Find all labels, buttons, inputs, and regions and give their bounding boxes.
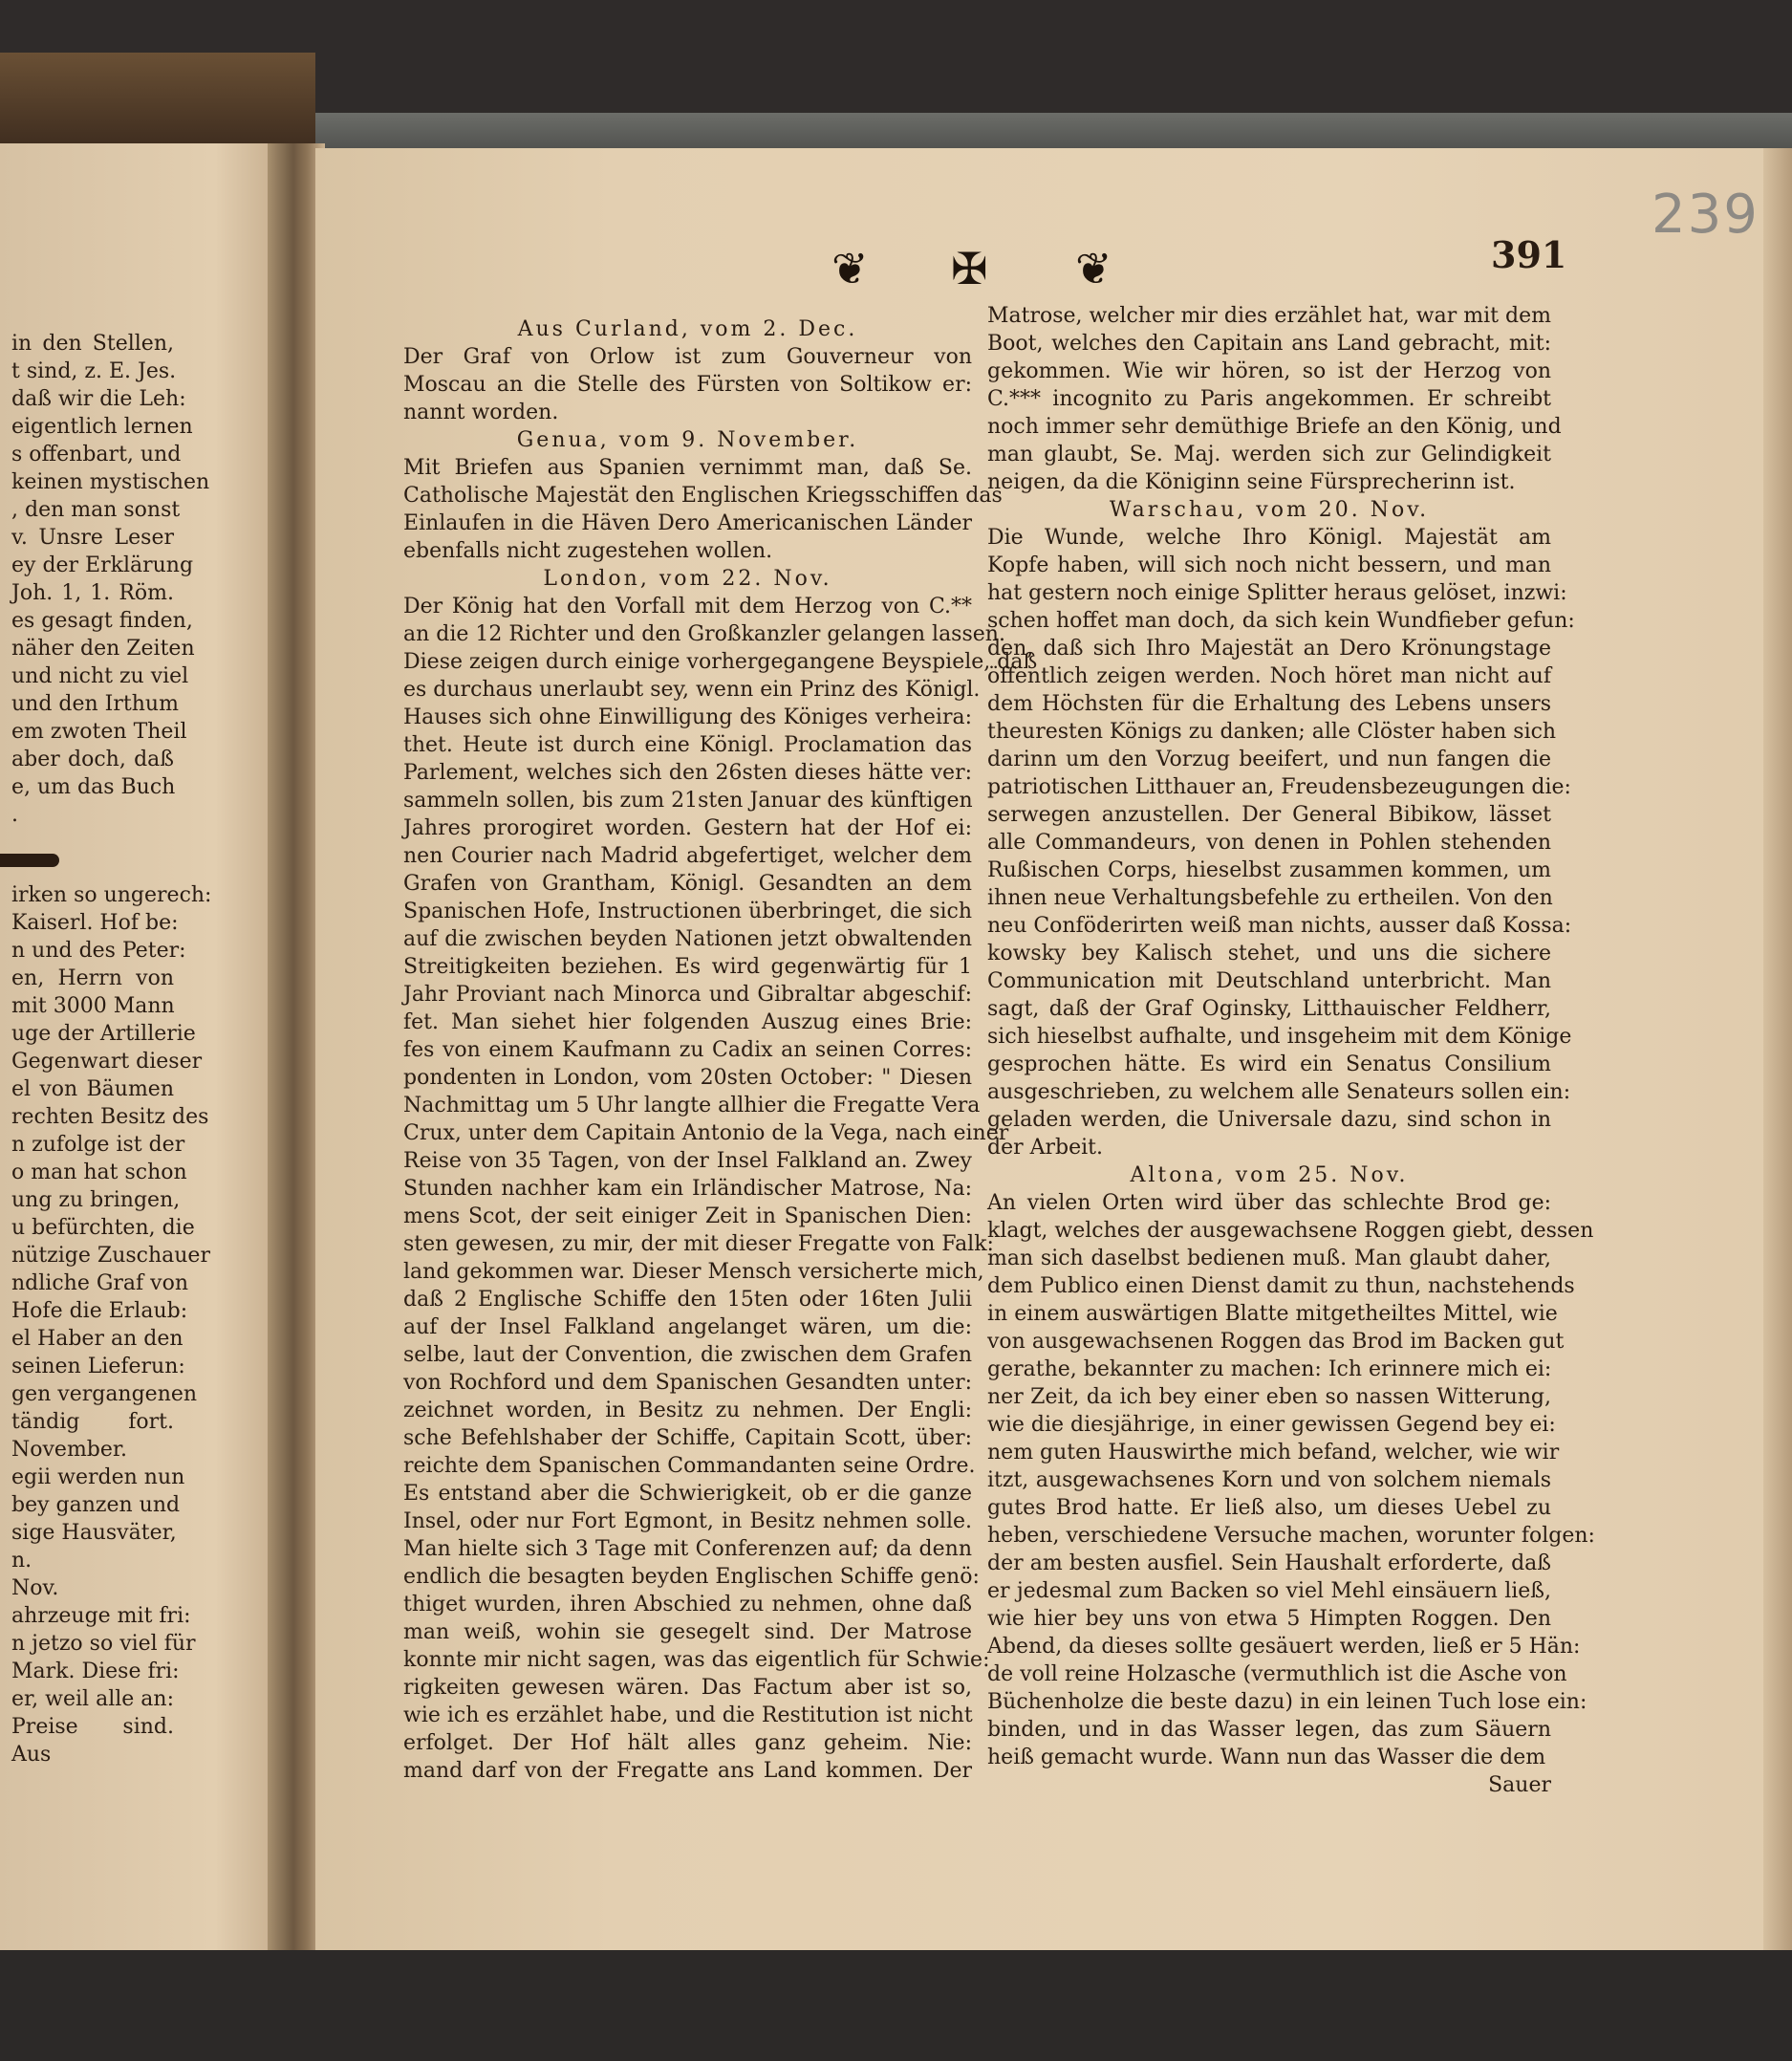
text-line: von Rochford und dem Spanischen Gesandten unter: [403, 1371, 972, 1395]
left-page-text-bottom [11, 881, 212, 1768]
text-line: wie die diesjährige, in einer gewissen Gegend bey ei: [987, 1413, 1556, 1437]
text-line: es durchaus unerlaubt sey, wenn ein Prinz des Königl. [403, 678, 981, 702]
scanner-background-bottom [0, 1950, 1792, 2061]
article-heading: London, vom 22. Nov. [543, 567, 832, 591]
text-line: dem Publico einen Dienst damit zu thun, nachstehends [987, 1274, 1575, 1298]
text-line: heben, verschiedene Versuche machen, worunter folgen: [987, 1524, 1595, 1548]
text-line: ey der Erklärung [11, 553, 194, 577]
text-line: nützige Zuschauer [11, 1244, 210, 1268]
text-line: neigen, da die Königinn seine Fürsprecherinn ist. [987, 470, 1516, 494]
text-line: . [11, 803, 18, 827]
article-heading: Altona, vom 25. Nov. [1130, 1163, 1409, 1187]
text-line: Aus [11, 1743, 52, 1767]
text-line: s offenbart, und [11, 443, 182, 466]
text-line: öffentlich zeigen werden. Noch höret man nicht auf [987, 664, 1551, 688]
text-line: auf die zwischen beyden Nationen jetzt obwaltenden [403, 927, 972, 951]
text-line: schen hoffet man doch, da sich kein Wundfieber gefun: [987, 609, 1575, 633]
text-line: Boot, welches den Capitain ans Land gebracht, mit: [987, 332, 1551, 356]
text-line: uge der Artillerie [11, 1022, 196, 1046]
text-line: Grafen von Grantham, Königl. Gesandten an dem [403, 872, 972, 896]
text-line: endlich die besagten beyden Englischen Schiffe genö: [403, 1565, 980, 1589]
text-line: heiß gemacht wurde. Wann nun das Wasser die dem [987, 1746, 1546, 1769]
text-line: keinen mystischen [11, 470, 210, 494]
text-line: Moscau an die Stelle des Fürsten von Soltikow er: [403, 373, 972, 397]
text-line: u befürchten, die [11, 1216, 195, 1240]
section-rule [0, 854, 59, 867]
text-line: Büchenholze die beste dazu) in ein leinen Tuch lose ein: [987, 1690, 1587, 1714]
text-line: itzt, ausgewachsenes Korn und von solchem niemals [987, 1468, 1551, 1492]
text-line: Mit Briefen aus Spanien vernimmt man, daß Se. [403, 456, 972, 480]
text-line: rigkeiten gewesen wären. Das Factum aber ist so, [403, 1676, 972, 1700]
text-line: an die 12 Richter und den Großkanzler gelangen lassen. [403, 622, 1005, 646]
text-line: Diese zeigen durch einige vorhergegangene Beyspiele, daß [403, 650, 1038, 674]
text-line: Crux, unter dem Capitain Antonio de la Vega, nach einer [403, 1121, 1009, 1145]
text-line: ihnen neue Verhaltungsbefehle zu ertheilen. Von den [987, 886, 1553, 910]
text-line: erfolget. Der Hof hält alles ganz geheim. Nie: [403, 1731, 972, 1755]
text-line: Reise von 35 Tagen, von der Insel Falkland an. Zwey [403, 1149, 972, 1173]
text-line: irken so ungerech: [11, 883, 212, 907]
text-line: Parlement, welches sich den 26sten dieses hätte ver: [403, 761, 972, 785]
text-line: pondenten in London, vom 20sten October: " Diesen [403, 1066, 972, 1090]
text-line: Spanischen Hofe, Instructionen überbringet, die sich [403, 900, 972, 923]
text-line: mand darf von der Fregatte ans Land kommen. Der [403, 1759, 972, 1783]
text-line: Hauses sich ohne Einwilligung des Königes verheira: [403, 705, 972, 729]
text-line: Rußischen Corps, hieselbst zusammen kommen, um [987, 858, 1551, 882]
text-line: er, weil alle an: [11, 1687, 174, 1711]
text-line: reichte dem Spanischen Commandanten seine Ordre. [403, 1454, 976, 1478]
text-line: der am besten ausfiel. Sein Haushalt erforderte, daß [987, 1551, 1551, 1575]
text-line: konnte mir nicht sagen, was das eigentlich für Schwie: [403, 1648, 990, 1672]
text-line: theuresten Königs zu danken; alle Clöster haben sich [987, 720, 1557, 744]
text-line: geladen werden, die Universale dazu, sind schon in [987, 1108, 1551, 1132]
article-heading: Warschau, vom 20. Nov. [1109, 498, 1430, 522]
text-line: mens Scot, der seit einiger Zeit in Spanischen Dien: [403, 1204, 972, 1228]
text-line: thiget wurden, ihren Abschied zu nehmen, ohne daß [403, 1593, 972, 1616]
text-line: Kaiserl. Hof be: [11, 911, 179, 935]
text-line: em zwoten Theil [11, 720, 187, 744]
text-line: hat gestern noch einige Splitter heraus gelöset, inzwi: [987, 581, 1567, 605]
text-line: gerathe, bekannter zu machen: Ich erinnere mich ei: [987, 1357, 1552, 1381]
text-line: ausgeschrieben, zu welchem alle Senateurs sollen ein: [987, 1080, 1571, 1104]
text-line: eigentlich lernen [11, 415, 193, 439]
text-line: gesprochen hätte. Es wird ein Senatus Consilium [987, 1052, 1551, 1076]
text-line: Man hielte sich 3 Tage mit Conferenzen auf; da denn [403, 1537, 972, 1561]
ornament-right-icon: ❦ [1075, 243, 1112, 294]
text-line: aber doch, daß [11, 748, 174, 771]
text-line: Gegenwart dieser [11, 1050, 203, 1074]
text-line: neu Conföderirten weiß man nichts, ausser daß Kossa: [987, 914, 1572, 938]
text-line: Matrose, welcher mir dies erzählet hat, war mit dem [987, 304, 1551, 328]
middle-column-text [403, 315, 1038, 1785]
text-line: o man hat schon [11, 1161, 187, 1184]
text-line: Joh. 1, 1. Röm. [11, 581, 174, 605]
text-line: Nachmittag um 5 Uhr langte allhier die Fregatte Vera [403, 1094, 981, 1117]
text-line: binden, und in das Wasser legen, das zum Säuern [987, 1718, 1551, 1742]
text-line: daß 2 Englische Schiffe den 15ten oder 16ten Julii [403, 1288, 972, 1312]
text-line: n jetzo so viel für [11, 1632, 196, 1656]
text-line: man glaubt, Se. Maj. werden sich zur Gelindigkeit [987, 443, 1551, 466]
text-line: von ausgewachsenen Roggen das Brod im Backen gut [987, 1330, 1565, 1354]
text-line: , den man sonst [11, 498, 181, 522]
text-line: ebenfalls nicht zugestehen wollen. [403, 539, 773, 563]
text-line: sche Befehlshaber der Schiffe, Capitain Scott, über: [403, 1426, 972, 1450]
text-line: v. Unsre Leser [11, 526, 174, 550]
text-line: fet. Man siehet hier folgenden Auszug eines Brie: [403, 1010, 972, 1034]
text-line: nannt worden. [403, 401, 559, 424]
book-cover-edge [0, 53, 315, 153]
text-line: darinn um den Vorzug beeifert, und nun fangen die [987, 748, 1551, 771]
text-line: Hofe die Erlaub: [11, 1299, 188, 1323]
text-line: noch immer sehr demüthige Briefe an den König, und [987, 415, 1562, 439]
text-line: Insel, oder nur Fort Egmont, in Besitz nehmen solle. [403, 1509, 972, 1533]
text-line: daß wir die Leh: [11, 387, 186, 411]
text-line: gen vergangenen [11, 1382, 198, 1406]
text-line: zeichnet worden, in Besitz zu nehmen. Der Engli: [403, 1399, 972, 1422]
text-line: den, daß sich Ihro Majestät an Dero Krönungstage [987, 637, 1551, 661]
text-line: Einlaufen in die Häven Dero Americanischen Länder [403, 511, 972, 535]
text-line: wie hier bey uns von etwa 5 Himpten Roggen. Den [987, 1607, 1551, 1631]
text-line: ung zu bringen, [11, 1188, 181, 1212]
text-line: Sauer [1488, 1773, 1551, 1797]
text-line: C.*** incognito zu Paris angekommen. Er schreibt [987, 387, 1551, 411]
text-line: auf der Insel Falkland angelanget wären, um die: [403, 1315, 972, 1339]
text-line: nem guten Hauswirthe mich befand, welcher, wie wir [987, 1441, 1560, 1464]
text-line: Nov. [11, 1576, 59, 1600]
text-line: der Arbeit. [987, 1136, 1103, 1160]
text-line: Streitigkeiten beziehen. Es wird gegenwärtig für 1 [403, 955, 972, 979]
ornament-left-icon: ❦ [831, 243, 869, 294]
text-line: Es entstand aber die Schwierigkeit, ob er die ganze [403, 1482, 972, 1506]
text-line: mit 3000 Mann [11, 994, 175, 1018]
text-line: dem Höchsten für die Erhaltung des Lebens unsers [987, 692, 1551, 716]
text-line: n. [11, 1549, 32, 1573]
article-heading: Aus Curland, vom 2. Dec. [517, 317, 858, 341]
text-line: Mark. Diese fri: [11, 1660, 180, 1683]
text-line: Communication mit Deutschland unterbricht. Man [987, 969, 1551, 993]
text-line: gekommen. Wie wir hören, so ist der Herzog von [987, 359, 1551, 383]
text-line: Preise sind. [11, 1715, 174, 1739]
text-line: el von Bäumen [11, 1077, 174, 1101]
text-line: in den Stellen, [11, 332, 174, 356]
text-line: Stunden nachher kam ein Irländischer Matrose, Na: [403, 1177, 972, 1201]
text-line: in einem auswärtigen Blatte mitgetheiltes Mittel, wie [987, 1302, 1558, 1326]
text-line: patriotischen Litthauer an, Freudensbezeugungen die: [987, 775, 1571, 799]
text-line: und nicht zu viel [11, 664, 189, 688]
text-line: klagt, welches der ausgewachsene Roggen giebt, dessen [987, 1219, 1594, 1243]
text-line: er jedesmal zum Backen so viel Mehl einsäuern ließ, [987, 1579, 1551, 1603]
text-line: land gekommen war. Dieser Mensch versicherte mich, [403, 1260, 984, 1284]
text-line: man weiß, wohin sie gesegelt sind. Der Matrose [403, 1620, 972, 1644]
text-line: tändig fort. [11, 1410, 174, 1434]
text-line: Der Graf von Orlow ist zum Gouverneur von [403, 345, 972, 369]
text-line: selbe, laut der Convention, die zwischen dem Grafen [403, 1343, 972, 1367]
article-heading: Genua, vom 9. November. [516, 428, 859, 452]
text-line: es gesagt finden, [11, 609, 193, 633]
left-page-text-top [11, 330, 210, 829]
text-line: ner Zeit, da ich bey einer eben so nassen Witterung, [987, 1385, 1551, 1409]
text-line: nen Courier nach Madrid abgefertiget, welcher dem [403, 844, 972, 868]
text-line: sich hieselbst aufhalte, und insgeheim mit dem Könige [987, 1025, 1572, 1049]
text-line: ndliche Graf von [11, 1271, 189, 1295]
text-line: gutes Brod hatte. Er ließ also, um dieses Uebel zu [987, 1496, 1551, 1520]
text-line: Der König hat den Vorfall mit dem Herzog von C.** [403, 595, 972, 618]
text-line: Kopfe haben, will sich noch nicht bessern, und man [987, 553, 1551, 577]
text-line: rechten Besitz des [11, 1105, 209, 1129]
text-line: wie ich es erzählet habe, und die Restitution ist nicht [403, 1703, 973, 1727]
text-line: el Haber an den [11, 1327, 184, 1351]
text-line: An vielen Orten wird über das schlechte Brod ge: [987, 1191, 1551, 1215]
right-column-text [987, 302, 1595, 1799]
text-line: ahrzeuge mit fri: [11, 1604, 191, 1628]
text-line: Jahres prorogiret worden. Gestern hat der Hof ei: [403, 816, 972, 840]
right-page-edge [1763, 148, 1792, 1950]
text-line: e, um das Buch [11, 775, 176, 799]
text-line: alle Commandeurs, von denen in Pohlen stehenden [987, 831, 1551, 855]
text-line: seinen Lieferun: [11, 1355, 185, 1378]
text-line: kowsky bey Kalisch stehet, und uns die sichere [987, 942, 1551, 965]
text-line: n zufolge ist der [11, 1133, 185, 1157]
text-line: t sind, z. E. Jes. [11, 359, 177, 383]
text-line: und den Irthum [11, 692, 179, 716]
archive-number: 239 [1652, 184, 1760, 246]
text-line: serwegen anzustellen. Der General Bibikow, lässet [987, 803, 1551, 827]
text-line: November. [11, 1438, 127, 1462]
text-line: fes von einem Kaufmann zu Cadix an seinen Corres: [403, 1038, 972, 1062]
book-binding-strip [315, 113, 1792, 153]
text-line: thet. Heute ist durch eine Königl. Proclamation das [403, 733, 972, 757]
text-line: man sich daselbst bedienen muß. Man glaubt daher, [987, 1247, 1551, 1270]
text-line: Die Wunde, welche Ihro Königl. Majestät am [987, 526, 1551, 550]
text-line: sten gewesen, zu mir, der mit dieser Fregatte von Falk: [403, 1232, 994, 1256]
text-line: bey ganzen und [11, 1493, 181, 1517]
text-line: en, Herrn von [11, 966, 174, 990]
page-number: 391 [1491, 233, 1567, 276]
text-line: sagt, daß der Graf Oginsky, Litthauischer Feldherr, [987, 997, 1551, 1021]
text-line: sige Hausväter, [11, 1521, 177, 1545]
text-line: Jahr Proviant nach Minorca und Gibraltar abgeschif: [403, 983, 972, 1007]
text-line: n und des Peter: [11, 939, 186, 963]
ornament-center-icon: ✠ [951, 243, 988, 294]
text-line: de voll reine Holzasche (vermuthlich ist die Asche von [987, 1662, 1567, 1686]
text-line: näher den Zeiten [11, 637, 195, 661]
text-line: egii werden nun [11, 1465, 185, 1489]
text-line: sammeln sollen, bis zum 21sten Januar des künftigen [403, 789, 973, 813]
text-line: Catholische Majestät den Englischen Kriegsschiffen das [403, 484, 1003, 508]
text-line: Abend, da dieses sollte gesäuert werden, ließ er 5 Hän: [987, 1635, 1581, 1659]
